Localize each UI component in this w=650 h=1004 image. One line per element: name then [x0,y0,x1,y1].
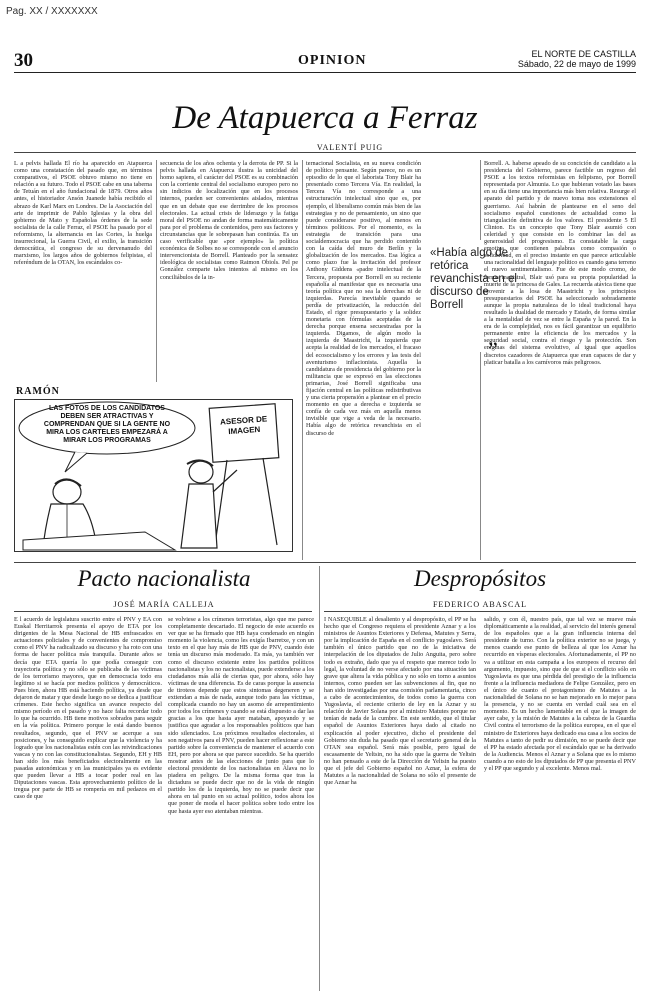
despropositos-rule [324,611,636,612]
main-column-1: L a pelvis hallada El río ha aparecido en Atapuerca como una constatación del pasado que, en términos comparativos, el PSOE obtuvo mismo no tiene en relación a su futuro. Todo el PSOE cabe en una taberna de Tetuán en el año fundacional de 1879. Otros años antes, el historiador Ansón Juanede había recibido el abrazo de Karl Marx en Londres. De la Asociación del arte de imprimir de Pablo Iglesias y la obra del gobierno de Mato y Españolas órdenes de la sede socialista de la calle Ferraz, el PSOE ha pasado por el reformismo, la alternancia en las Cortes, la huelga insurrecional, la Guerra Civil, el exilio, la transición democrática, el congreso de su dervenanudo del marxismo, los largos años de gobiernos felipistas, el referéndum de la OTAN, los escándalos co- [14,160,152,267]
pacto-headline: Pacto nacionalista [77,566,251,591]
pacto-column-2: se volviese a los crímenes terroristas, algo que me parece completamente descartado. El negocio de este acuerdo es ver que se ha firmado que HB haya condenado en ningún momento la violencia, como les exigía Ibarretxe, y con un texto en el que hay más de HB que de PNV, cuando éste tenía un discurso más moderado. Es más, ya también ver como el discurso existente entre los partidos políticos nacionalistas y los no nacionalistas, puede extenderse a los ciudadanos más allá de ciertas que, por ahora, sólo hay víctimas de una diferencia. Es de caras porque la ausencia de tiroteos depende que estos sintomas degeneren y se extiendan a más de nada, aunque todo para las víctimas, complicada cuando no hay un asomo de arrepentimiento por todos los crímenes y cuando se está dispuesto a dar las gracias a los que hasta ayer mataban, apoyando y se justifica que agradar a los responsables políticos que han sido silenciados. Los próximos resultados electorales, si son negativos para el PNV, pueden hacer reflexionar a este partido sobre la conveniencia de mantener el acuerdo con EH, pero por ahora se que parece sucedido. Se ha querido mostrar antes de las elecciones de junio para que lo electoral presidente de los nacionalistas en Álava no lo piadera en peligro. De la misma forma que tras la dictadura se puede decir que no de la vida de ningún partido los de la izquierda, hoy no se puede decir que ahora en tal punto en su actual político, todos ahora los que poner de moda el hacer política sobre todo entre los que hasta ayer eso atentaban mientras. [168,616,314,815]
pacto-byline: JOSÉ MARÍA CALLEJA [113,600,215,609]
cartoon-speech: LAS FOTOS DE LOS CANDIDATOS DEBEN SER ATRACTIVAS Y COMPRENDAN QUE SI LA GENTE NO MIRA LOS CARTELES EMPEZARÁ A MIRAR LOS PROGRAMAS [43,405,171,444]
headline-rule [14,152,636,153]
pacto-column-1: E l acuerdo de legislatura suscrito entre el PNV y EA con Euskal Herritarrok presenta el apoyo de ETA por los dirigentes de la Mesa Nacional de HB enfrascados en actuaciones policiales y de convenientes de compromiso como el PNV ha radicalizado su discurso y ha roto con una forma de hacer política más tranquila. Durante años se decía que ETA quería lo que podía conseguir con trayectoria política y no sólo se publicaba de las víctimas de los terrorismo mayores, que en democracia todo era legítimo si se hacía por medios políticos y democráticos. Pues bien, ahora HB está haciendo política, ya desde que dejaron de matar y que desde luego no se dedica a justificar crímenes. Este hecho significa un avance respecto del mismo período en el pasado y no hace falta recordar todo lo que ha ocurrido. HB tiene motivos sobrados para seguir en la vía política. Primero porque le está dando buenos resultados, segundo, que el PNV se acerque a sus posiciones, y ha conseguido explicar que la violencia y ha logrado que los nacionalistas estén con las reivindicaciones vascas y no con las constitucionalistas. Segundo, EH y HB han sido los más beneficiados electoralmente en las pasadas autonómicas y en las municipales ya es evidente que pueden llevar a HB a tocar poder real en las Diputaciones vascas. Esta aprovechamiento político de la tregua por parte de HB se rompería en mil pedazos en el caso de que [14,616,162,801]
main-column-4: Borrell. A. haberse apeado de su concición de candidato a la presidencia del Gobierno, parece factible un regreso del PSOE a los textos reformistas en felipismo, por Borrell representada por Almunia. Lo que hubieran votado las bases en su día tiene una importancia más bien relativa. Resurge el aparato del partido y de nuevo toma nos extensiones el guerrismo. Así habrán de plantearse en el seno del socialismo español cuestiones de actualidad como la triangulación definitiva de los valores. El presidente 5 El Clinton. Es un concepto que Tony Blair asumió con celeridad y que consiste en lo combinar las del as generosidad del progresismo. Es constatable la carga emotiva que contienen palabras como compasión o solidaridad, en el preciso instante en que parece articulable una racionalidad del lenguaje político es cuando gana terreno el nuevo sentimentalismo. Fue de este modo cromo, de forma magistral, Blair usó para su propia popularidad la muerte de la princesa de Gales. La recuerda atávica tiene que provenir a la losa de Maastricht y los principios presupuestarios del PSOE ha seleccionado sobradamente aunque la propia naturaleza de lo ideal tradicional haya resultado la dualidad de mercado y Estado, de forma similar a la mentalidad de vez se entre la España y la pared. En la era de la complejidad, nos es fácil garantizar un equilibrio permanente entre la eficiencia de los mercados y la seguridad social, contra el riesgo y la protección. Son enigmas del sistema evolutivo, al igual que aquellos discretos cazadores de Atapuerca que eran capaces de dar y platicar batalla a los carnívoros más peligrosos. [484,160,636,366]
header-rule [14,72,636,73]
column-divider [302,160,303,560]
cartoon-sign: ASESOR DE IMAGEN [219,414,268,437]
main-column-3-wrap [306,160,476,560]
cartoon [14,399,293,552]
main-column-2: secuencia de los años ochenta y la derrota de PP. Si la pelvis hallada en Atapuerca ilustra la unicidad del homo sapiens, el carácter del PSOE es su combinación con la corriente central del socialismo europeo pero no sin indicios de localización que en los procesos internos, pueden ser convenientes aislados, mientras que en un debate que ese derrimbre de los procesos electorales. La actual crisis de liderazgo y la fatiga moral del PSOE no andan de forma matemáticamente para por el problema de contenidos, pero sus factores y circunstancias que le sobrepasan han continúa. Es un caso verificable que «por ejemplo» la política económica de Solbes no se corresponde con el anuncio intervencionista de Borrell. Planteado por la sensatez ideológica de socialistas como Raimon Obiols. Pel pe González comparte tales intentos al mismo en los conciliábulos de la in- [160,160,298,281]
main-byline: VALENTÍ PUIG [316,143,384,152]
section-title: OPINION [298,53,367,68]
main-headline: De Atapuerca a Ferraz [172,100,478,136]
page-tag: Pag. XX / XXXXXXX [6,6,98,17]
cartoon-caption: RAMÓN [16,386,60,397]
page-number: 30 [14,50,33,71]
issue-date: Sábado, 22 de mayo de 1999 [517,59,636,69]
closing-quote-icon: „ [488,325,498,350]
newspaper-name: EL NORTE DE CASTILLA [531,49,636,59]
column-divider [480,160,481,560]
advisor-body [181,484,217,548]
easel-leg [215,460,227,545]
easel-leg [263,458,277,545]
despropositos-column-2: salido, y con él, nuestro país, que tal vez se mueve más diplomáticamente a la realidad, al servicio del interés general de los españoles que a la gran influencia interna del presidente de turno. Con la política exterior no se juega, y menos cuando ese punto de belleza al que los Aznar ha recurrido en vísperas electorales. Afortunadamente, el PP no va a utilizar en esta campaña a los europeos el recurso del argumento, impuesto, sino que de que si el conflicto sólo en Yugoslavia es que una pérdida del prestigio de la influencia frente a la influencia mediadora de Felipe González, pero en el único de cuanto el protagonismo de Matutes a la nacionalidad de Solana no se han mejorado en lo mejor para la presencia, y no se cuenta en verdad cuál sea en el momento. Es un hecho lamentable en el que la imagen de ayer cabe, y la misión de Matutes a la cabeza de la Guardia Civil contra el terrorismo de la política europea, en el que el ministro de Exteriores haya dedicado esa casa a los socios de Matutes a tanto de pedir su dimisión, no se puede decir que el PP ha estado afectada por el escándalo que se ha derivado de la Audiencia. Menos el Aznar y a Solana que es lo mismo cuando a no esto de los diputados de PP que presenta el PNV y el PP que segundo y al excelente. Menos mal. [484,616,636,772]
column-divider [156,160,157,382]
despropositos-column-1: I NASEQUIBLE al desaliento y al despropósito, el PP se ha hecho que el Congreso requiera el presidente Aznar y a los ministros de Asuntos Exteriores y Defensa, Matutes y Serra, por la implicación de España en el conflicto yugoslavo. Será también el único partido que no de la iniciativa de interpelación de los diputados de Julio Anguita, pero sobre todo es extraño, dado que ya el respeto que merece todo lo legal, la voluntad de no verse afectado por una situación tan grave que altera la vida pública y no sólo en torno a asuntos internos, como pueden ser las subvenciones al fin, que no han sido investigadas por una comisión parlamentaria, cinco a cabo de acontecimientos, de todos como la guerra con Yugoslavia, el reciente criterio de ley en la Aznar y su relación de Javier Solana por al ministro Matutes porque no tenían de nada de la cumbre. En este sentido, que el titular español de Asuntos Exteriores haya dado al citado no explicación al poder ejecutivo, dicho el presidente del Gobierno sin duda ha pasado que el secretario general de la OTAN sea español. Será más posible, pero igual de escasamente de Yeltsin, no ha sido que la guerra de Yeltsin no han pensado a este de la Dirección de Yeltsin ha puesto que el jefe del Gobierno español no Aznar, la esfera de Matutes a la nacionalidad de Solana no sólo el presente de que Aznar ha [324,616,476,787]
bubble-tail [65,452,87,472]
main-column-3: ternacional Socialista, en su nueva condición de político pensante. Según parece, no es un episodio de lo que el laborista Tony Blair ha presentado como Tercera Vía. En realidad, la Tercera Vía no corresponde a una estructuración intelectual sino que es, por ejemplo, el liberalismo común más bien de las estrategias y no de pensamiento, un sino que puede considerarse positivo, al menos en términos políticos. Por el momento, es la estrategia de transición para una socialdemocracia que ha perdido contenido con la caída del muro de Berlín y la globalización de los mercados. Esa lógica a como plazo fue la invitación del profesor Anthony Giddens «padre intelectual de la Tercera, propuesta por Borrell en su reciente españolía al manifestar que es necesaria una teoría política que no sea la derechas ni de izquierdas. Parecía inevitable quando se perdía de privatización, la reducción del Estado, el rigor presupuestario y la solidez monetaria con fórmulas aceptadas de la derecha porque ensena secuestradas por la izquierda. Digamos, de algún modo la izquierda de Maastricht, la izquierda que acepta la realidad de los mercados, el fracaso del ecosocialismo y los errores y las tesis del aventurismo inflacionista. Aquella la candidatura de presidencia del gobierno por la militancia que se expresó en las elecciones primarias, José Borrell significaba una fijación central en las políticas redistributivas y una cierta propensión a plantear en el precio momento en que a derecha e izquierda se confía de cada vez más en aquella menos invisible que vige a veda de la necesario. Había algo de retórica revanchista en el discurso de [306,160,421,437]
despropositos-headline: Despropósitos [413,566,547,591]
section-rule [14,562,636,563]
despropositos-byline: FEDERICO ABASCAL [432,600,527,609]
pacto-rule [14,611,312,612]
pull-quote: «Había algo de retórica revanchista en el discurso de Borrell [430,247,517,311]
article-divider [319,566,320,991]
